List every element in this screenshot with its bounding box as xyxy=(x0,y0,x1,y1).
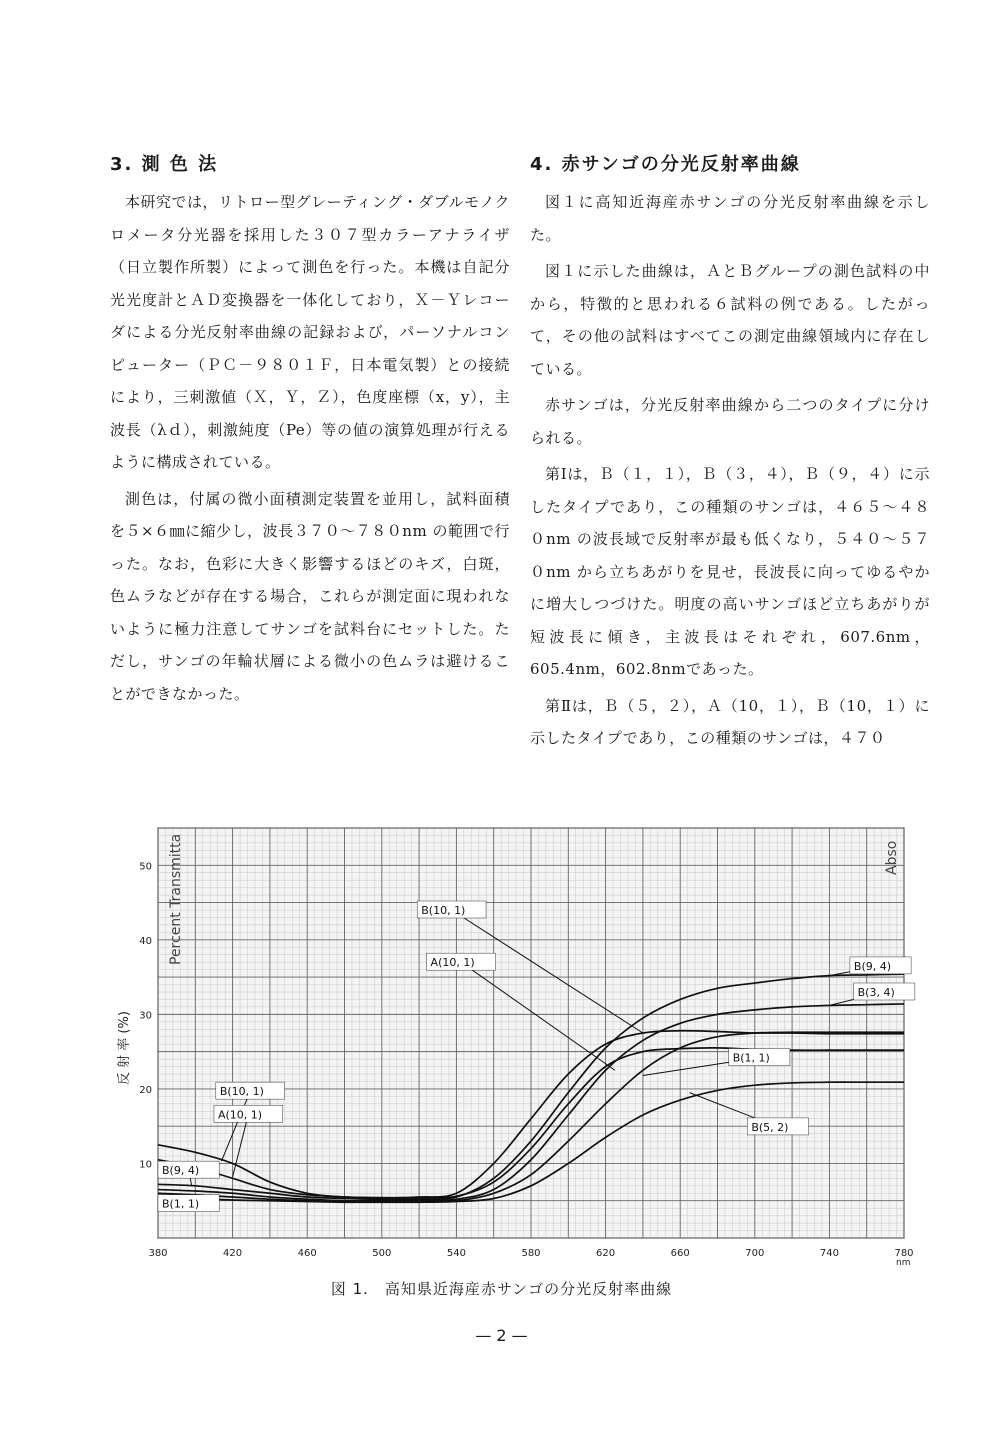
x-tick-label: 580 xyxy=(521,1248,541,1259)
y-tick-label: 50 xyxy=(139,861,152,873)
figure-1 xyxy=(110,820,914,1270)
paper-vertical-text-right: Abso xyxy=(884,840,900,875)
series-label: A(10, 1) xyxy=(430,956,475,970)
x-tick-label: 700 xyxy=(745,1248,765,1259)
y-tick-label: 40 xyxy=(139,935,152,947)
series-label: B(5, 2) xyxy=(751,1120,789,1134)
series-label: B(10, 1) xyxy=(219,1085,264,1099)
section-4-paragraph-4: 第Ⅰは，Ｂ（１，１），Ｂ（３，４），Ｂ（９，４）に示したタイプであり，この種類のサンゴは，４６５～４８０nm の波長域で反射率が最も低くなり，５４０～５７０nm から立ちあがりを見せ，長波長に向ってゆるやかに増大しつづけた。明度の高いサンゴほど立ちあがりが短波長に傾き，主波長はそれぞれ，607.6nm，605.4nm，602.8nmであった。 xyxy=(530,465,930,678)
section-3-paragraph-2: 測色は，付属の微小面積測定装置を並用し，試料面積を５×６㎜に縮少し，波長３７０～７８０nm の範囲で行った。なお，色彩に大きく影響するほどのキズ，白斑，色ムラなどが存在する場合，これらが測定面に現われないように極力注意してサンゴを試料台にセットした。ただし，サンゴの年輪状層による微小の色ムラは避けることができなかった。 xyxy=(110,489,510,703)
x-tick-label: 500 xyxy=(372,1248,392,1259)
y-axis-label: 反 射 率 (%) xyxy=(117,1011,132,1085)
y-tick-label: 30 xyxy=(139,1010,152,1022)
paper-vertical-text-left: Percent Transmitta xyxy=(168,833,184,965)
series-label: B(1, 1) xyxy=(732,1051,770,1065)
y-tick-labels xyxy=(139,861,152,1170)
x-tick-label: 620 xyxy=(596,1248,616,1259)
section-4-paragraph-1: 図１に高知近海産赤サンゴの分光反射率曲線を示した。 xyxy=(530,193,930,244)
x-tick-label: 740 xyxy=(819,1248,839,1259)
section-3-heading: 3. 測 色 法 xyxy=(110,154,219,175)
x-axis-unit: nm xyxy=(896,1258,911,1268)
section-4-paragraph-3: 赤サンゴは，分光反射率曲線から二つのタイプに分けられる。 xyxy=(530,396,930,447)
series-label: B(9, 4) xyxy=(853,959,892,973)
x-tick-label: 380 xyxy=(148,1248,168,1259)
series-label: B(3, 4) xyxy=(857,986,895,999)
section-4-paragraph-2: 図１に示した曲線は，ＡとＢグループの測色試料の中から，特徴的と思われる６試料の例である。したがって，その他の試料はすべてこの測定曲線領域内に存在している。 xyxy=(530,262,930,378)
x-tick-label: 540 xyxy=(446,1248,466,1259)
x-tick-label: 660 xyxy=(670,1248,690,1259)
series-label: A(10, 1) xyxy=(217,1108,263,1122)
y-tick-label: 10 xyxy=(139,1159,152,1171)
x-tick-labels xyxy=(148,1248,913,1259)
y-tick-label: 20 xyxy=(139,1084,152,1096)
section-4-heading: 4. 赤サンゴの分光反射率曲線 xyxy=(530,154,801,175)
series-label: B(1, 1) xyxy=(162,1197,200,1211)
x-tick-label: 460 xyxy=(297,1248,317,1259)
section-3 xyxy=(110,150,510,714)
section-4 xyxy=(530,150,930,759)
series-label: B(9, 4) xyxy=(162,1164,200,1178)
section-3-paragraph-1: 本研究では，リトロー型グレーティング・ダブルモノクロメータ分光器を採用した３０７型カラーアナライザ（日立製作所製）によって測色を行った。本機は自記分光光度計とＡＤ変換器を一体化しており，Ｘ－Ｙレコーダによる分光反射率曲線の記録および，パーソナルコンピューター（ＰＣ－９８０１Ｆ，日本電気製）との接続により，三刺激値（Ｘ，Ｙ，Ｚ），色度座標（x，y），主波長（λｄ），刺激純度（Pe）等の値の演算処理が行えるように構成されている。 xyxy=(110,193,510,471)
series-label: B(10, 1) xyxy=(421,904,466,917)
page-number: — 2 — xyxy=(475,1326,528,1345)
figure-caption: 図 1. 高知県近海産赤サンゴの分光反射率曲線 xyxy=(330,1280,673,1298)
spectral-reflectance-chart xyxy=(110,820,914,1270)
x-tick-label: 780 xyxy=(894,1248,914,1259)
x-tick-label: 420 xyxy=(223,1248,243,1259)
section-4-paragraph-5: 第Ⅱは，Ｂ（５，２），Ａ（10，１），Ｂ（10，１）に示したタイプであり，この種類のサンゴは，４７０ xyxy=(530,696,930,747)
